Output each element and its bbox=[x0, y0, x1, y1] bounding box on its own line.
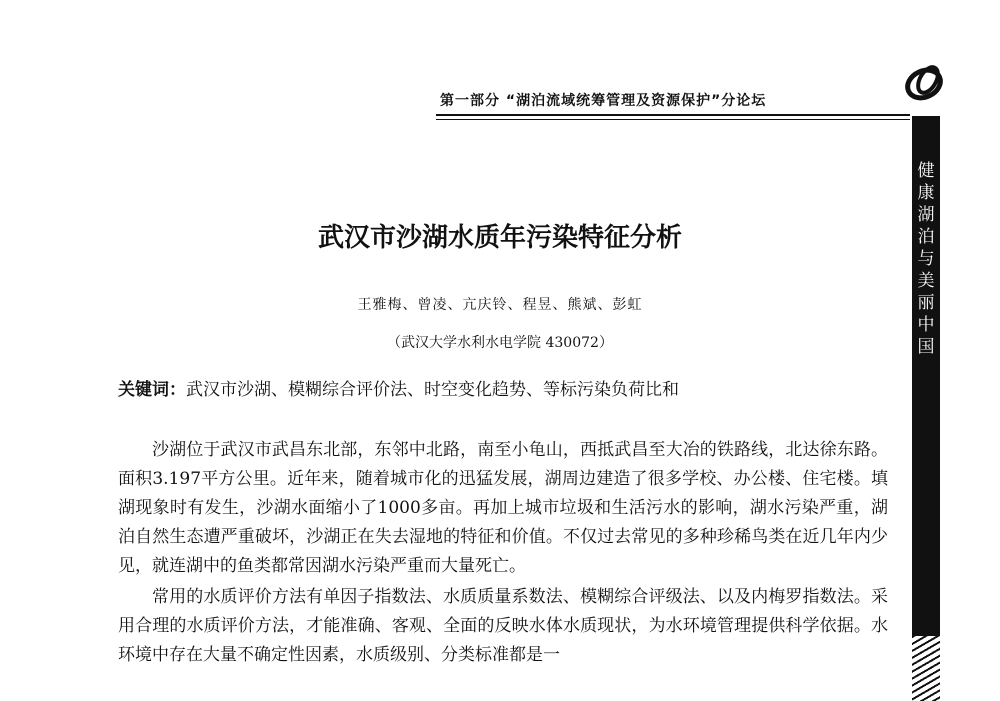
header-rule-thick bbox=[436, 114, 910, 116]
keywords-line bbox=[118, 375, 908, 400]
running-header: 第一部分 “湖泊流域统筹管理及资源保护”分论坛 bbox=[440, 93, 767, 109]
side-tab-label: 健康湖泊与美丽中国 bbox=[917, 161, 935, 357]
body-paragraph-1: 沙湖位于武汉市武昌东北部，东邻中北路，南至小龟山，西抵武昌至大冶的铁路线，北达徐东路。面积3.197平方公里。近年来，随着城市化的迅猛发展，湖周边建造了很多学校、办公楼、住宅楼。填湖现象时有发生，沙湖水面缩小了1000多亩。再加上城市垃圾和生活污水的影响，湖水污染严重，湖泊自然生态遭严重破坏，沙湖正在失去湿地的特征和价值。不仅过去常见的多种珍稀鸟类在近几年内少见，就连湖中的鱼类都常因湖水污染严重而大量死亡。 bbox=[118, 440, 888, 576]
header-rule-thin bbox=[436, 119, 910, 120]
side-tab-stripes bbox=[912, 636, 940, 701]
article-title: 武汉市沙湖水质年污染特征分析 bbox=[317, 223, 682, 253]
article-body bbox=[118, 436, 888, 670]
logo-emblem-icon bbox=[902, 60, 952, 104]
article-affiliation: （武汉大学水利水电学院 430072） bbox=[387, 335, 613, 351]
article-authors: 王雅梅、曾凌、亢庆铃、程昱、熊斌、彭虹 bbox=[357, 297, 643, 313]
keywords-text: 武汉市沙湖、模糊综合评价法、时空变化趋势、等标污染负荷比和 bbox=[186, 380, 679, 400]
keywords-label: 关键词： bbox=[118, 380, 186, 400]
body-paragraph-2: 常用的水质评价方法有单因子指数法、水质质量系数法、模糊综合评级法、以及内梅罗指数法。采用合理的水质评价方法，才能准确、客观、全面的反映水体水质现状，为水环境管理提供科学依据。水环境中存在大量不确定性因素，水质级别、分类标准都是一 bbox=[118, 587, 888, 665]
